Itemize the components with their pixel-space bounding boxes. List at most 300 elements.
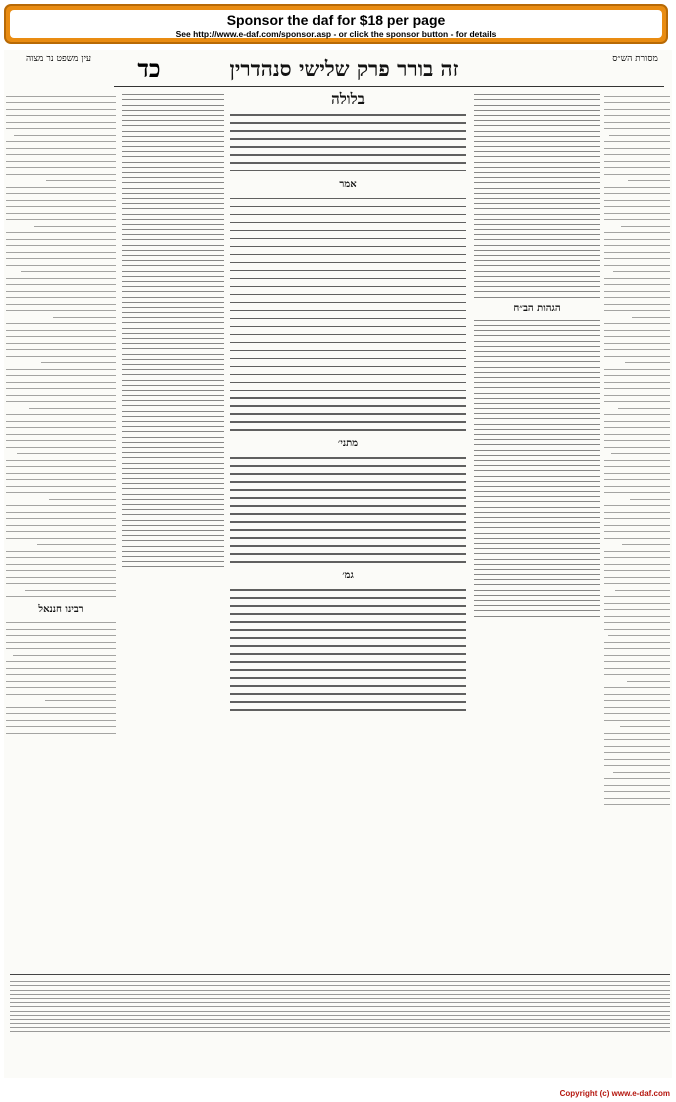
text-line <box>6 525 116 526</box>
text-line <box>10 994 670 995</box>
text-line <box>230 342 466 344</box>
text-line <box>604 551 670 552</box>
text-line <box>122 411 224 412</box>
text-line <box>122 468 224 469</box>
text-line <box>604 733 670 734</box>
text-line <box>6 161 116 162</box>
text-line <box>122 520 224 521</box>
text-line <box>6 284 116 285</box>
text-line <box>10 1023 670 1024</box>
text-line <box>604 265 670 266</box>
text-line <box>474 341 600 342</box>
text-line <box>604 141 670 142</box>
text-line <box>604 525 670 526</box>
text-line <box>122 322 224 323</box>
text-line <box>604 434 670 435</box>
text-line <box>474 125 600 126</box>
text-line <box>604 642 670 643</box>
text-line <box>6 518 116 519</box>
text-line <box>122 395 224 396</box>
text-line <box>474 424 600 425</box>
text-line <box>10 1002 670 1003</box>
text-line <box>474 281 600 282</box>
text-line <box>230 366 466 368</box>
text-line <box>122 110 224 111</box>
text-line <box>122 141 224 142</box>
text-line <box>6 174 116 175</box>
text-line <box>6 96 116 97</box>
text-line <box>474 393 600 394</box>
text-line <box>6 310 116 311</box>
text-line <box>630 499 670 500</box>
text-line <box>474 476 600 477</box>
text-line <box>474 377 600 378</box>
text-line <box>474 239 600 240</box>
text-line <box>604 161 670 162</box>
text-line <box>474 398 600 399</box>
text-line <box>122 504 224 505</box>
text-line <box>474 325 600 326</box>
text-line <box>474 527 600 528</box>
text-line <box>6 291 116 292</box>
text-line <box>604 401 670 402</box>
text-line <box>122 556 224 557</box>
text-line <box>122 203 224 204</box>
text-line <box>474 465 600 466</box>
text-line <box>6 720 116 721</box>
text-line <box>230 222 466 224</box>
text-line <box>474 250 600 251</box>
text-line <box>6 213 116 214</box>
text-line <box>230 270 466 272</box>
text-line <box>122 265 224 266</box>
text-line <box>122 380 224 381</box>
text-line <box>604 154 670 155</box>
text-line <box>230 429 466 431</box>
text-line <box>6 414 116 415</box>
text-line <box>230 286 466 288</box>
text-line <box>604 291 670 292</box>
text-line <box>474 141 600 142</box>
text-line <box>122 250 224 251</box>
text-line <box>474 260 600 261</box>
text-line <box>122 260 224 261</box>
text-line <box>604 700 670 701</box>
text-line <box>604 232 670 233</box>
text-line <box>230 397 466 399</box>
text-line <box>474 219 600 220</box>
text-line <box>604 759 670 760</box>
text-line <box>474 297 600 298</box>
text-line <box>474 595 600 596</box>
text-line <box>122 182 224 183</box>
text-line <box>604 629 670 630</box>
text-line <box>6 388 116 389</box>
text-line <box>474 590 600 591</box>
text-line <box>604 96 670 97</box>
text-line <box>230 358 466 360</box>
text-line <box>604 343 670 344</box>
text-line <box>6 102 116 103</box>
text-line <box>122 525 224 526</box>
text-line <box>474 182 600 183</box>
text-line <box>474 208 600 209</box>
text-line <box>604 694 670 695</box>
text-line <box>474 224 600 225</box>
text-line <box>122 499 224 500</box>
text-line <box>604 752 670 753</box>
text-line <box>474 403 600 404</box>
text-line <box>474 330 600 331</box>
text-line <box>474 335 600 336</box>
text-line <box>6 401 116 402</box>
text-line <box>230 545 466 547</box>
text-line <box>474 470 600 471</box>
text-line <box>122 307 224 308</box>
text-line <box>230 146 466 148</box>
text-line <box>122 219 224 220</box>
text-line <box>474 177 600 178</box>
text-line <box>6 629 116 630</box>
text-line <box>230 198 466 200</box>
text-line <box>604 466 670 467</box>
text-line <box>122 343 224 344</box>
text-line <box>230 421 466 423</box>
sponsor-banner[interactable] <box>4 4 668 44</box>
sponsor-banner-subtitle[interactable]: See http://www.e-daf.com/sponsor.asp - or click the sponsor button - for details <box>175 29 497 39</box>
text-line <box>122 463 224 464</box>
text-line <box>122 317 224 318</box>
text-line <box>604 778 670 779</box>
text-line <box>6 538 116 539</box>
text-line <box>604 557 670 558</box>
text-line <box>122 234 224 235</box>
text-line <box>122 535 224 536</box>
text-line <box>230 589 466 591</box>
text-line <box>6 694 116 695</box>
text-line <box>604 323 670 324</box>
text-line <box>230 278 466 280</box>
text-line <box>122 136 224 137</box>
text-line <box>474 418 600 419</box>
text-line <box>6 265 116 266</box>
text-line <box>122 478 224 479</box>
text-line <box>122 473 224 474</box>
text-line <box>474 413 600 414</box>
text-line <box>474 198 600 199</box>
text-line <box>613 772 670 773</box>
text-line <box>230 701 466 703</box>
rashi-column <box>474 90 600 970</box>
masoret-hashas-label: מסורת הש״ס <box>612 54 658 64</box>
talmud-page <box>4 50 672 1078</box>
text-line <box>474 193 600 194</box>
text-line <box>604 713 670 714</box>
text-line <box>604 102 670 103</box>
ein-mishpat-label: עין משפט נר מצוה <box>25 54 92 64</box>
text-line <box>604 531 670 532</box>
text-line <box>122 457 224 458</box>
text-line <box>604 122 670 123</box>
text-line <box>230 629 466 631</box>
text-line <box>474 569 600 570</box>
text-line <box>474 486 600 487</box>
text-line <box>625 362 670 363</box>
text-line <box>474 501 600 502</box>
text-line <box>474 533 600 534</box>
text-line <box>230 382 466 384</box>
text-line <box>230 537 466 539</box>
text-line <box>122 177 224 178</box>
text-line <box>122 390 224 391</box>
text-line <box>230 334 466 336</box>
text-line <box>230 709 466 711</box>
text-line <box>604 284 670 285</box>
text-line <box>604 622 670 623</box>
footer-notes <box>10 978 670 1070</box>
text-line <box>604 369 670 370</box>
text-line <box>6 232 116 233</box>
text-line <box>474 491 600 492</box>
text-line <box>604 382 670 383</box>
text-line <box>122 421 224 422</box>
text-line <box>6 330 116 331</box>
text-line <box>474 429 600 430</box>
text-line <box>604 278 670 279</box>
text-line <box>230 685 466 687</box>
text-line <box>474 605 600 606</box>
text-line <box>34 226 117 227</box>
text-line <box>474 538 600 539</box>
text-line <box>230 294 466 296</box>
text-line <box>474 203 600 204</box>
text-line <box>6 434 116 435</box>
text-line <box>627 681 670 682</box>
text-line <box>474 496 600 497</box>
text-line <box>122 162 224 163</box>
text-line <box>474 172 600 173</box>
text-line <box>122 509 224 510</box>
text-line <box>604 148 670 149</box>
text-line <box>122 156 224 157</box>
text-line <box>10 990 670 991</box>
text-line <box>6 141 116 142</box>
text-line <box>604 674 670 675</box>
mishna-marker: מתני׳ <box>337 438 359 450</box>
text-line <box>474 387 600 388</box>
text-line <box>230 206 466 208</box>
text-line <box>611 453 670 454</box>
text-line <box>604 245 670 246</box>
text-line <box>604 174 670 175</box>
text-line <box>230 677 466 679</box>
text-line <box>122 483 224 484</box>
text-line <box>122 540 224 541</box>
text-line <box>122 198 224 199</box>
text-line <box>608 635 670 636</box>
text-line <box>122 359 224 360</box>
text-line <box>230 230 466 232</box>
sponsor-banner-inner[interactable] <box>10 10 662 38</box>
text-line <box>474 136 600 137</box>
text-line <box>474 320 600 321</box>
text-line <box>6 557 116 558</box>
text-line <box>6 531 116 532</box>
sponsor-banner-title[interactable]: Sponsor the daf for $18 per page <box>226 12 446 28</box>
text-line <box>230 374 466 376</box>
header-rule <box>114 86 664 87</box>
text-line <box>6 512 116 513</box>
text-line <box>10 1015 670 1016</box>
text-line <box>230 513 466 515</box>
text-line <box>230 561 466 563</box>
text-line <box>6 440 116 441</box>
text-line <box>41 362 116 363</box>
text-line <box>604 330 670 331</box>
text-line <box>122 193 224 194</box>
text-line <box>604 518 670 519</box>
section-word-amar: אמר <box>339 178 357 190</box>
text-line <box>122 167 224 168</box>
text-line <box>10 981 670 982</box>
text-line <box>230 246 466 248</box>
text-line <box>45 700 117 701</box>
text-line <box>122 99 224 100</box>
copyright-notice[interactable]: Copyright (c) www.e-daf.com <box>559 1089 670 1098</box>
text-line <box>474 94 600 95</box>
text-line <box>6 239 116 240</box>
text-line <box>122 385 224 386</box>
text-line <box>122 447 224 448</box>
text-line <box>474 291 600 292</box>
text-line <box>6 505 116 506</box>
text-line <box>604 252 670 253</box>
text-line <box>474 450 600 451</box>
text-line <box>615 590 670 591</box>
text-line <box>6 375 116 376</box>
text-line <box>230 693 466 695</box>
text-line <box>230 154 466 156</box>
text-line <box>474 115 600 116</box>
text-line <box>122 546 224 547</box>
text-line <box>474 512 600 513</box>
text-line <box>230 302 466 304</box>
text-line <box>122 312 224 313</box>
text-line <box>6 245 116 246</box>
text-line <box>122 188 224 189</box>
text-line <box>122 488 224 489</box>
text-line <box>604 447 670 448</box>
gemara-column <box>230 90 466 970</box>
text-line <box>122 224 224 225</box>
text-line <box>604 746 670 747</box>
text-line <box>6 713 116 714</box>
text-line <box>230 669 466 671</box>
text-line <box>6 252 116 253</box>
text-line <box>474 120 600 121</box>
text-line <box>604 687 670 688</box>
text-line <box>21 271 116 272</box>
text-line <box>604 440 670 441</box>
text-line <box>474 584 600 585</box>
text-line <box>604 785 670 786</box>
text-line <box>6 473 116 474</box>
text-line <box>604 388 670 389</box>
text-line <box>122 452 224 453</box>
text-line <box>122 416 224 417</box>
text-line <box>13 655 116 656</box>
text-line <box>6 674 116 675</box>
text-line <box>474 372 600 373</box>
text-line <box>122 151 224 152</box>
text-line <box>474 522 600 523</box>
text-line <box>604 356 670 357</box>
text-line <box>474 105 600 106</box>
text-line <box>230 318 466 320</box>
text-line <box>604 239 670 240</box>
text-line <box>474 548 600 549</box>
text-line <box>10 1006 670 1007</box>
text-line <box>29 408 116 409</box>
text-line <box>474 367 600 368</box>
text-line <box>6 304 116 305</box>
gemara-marker: גמ׳ <box>342 570 354 582</box>
text-line <box>604 414 670 415</box>
masoret-hashas-column <box>604 90 670 970</box>
text-line <box>6 206 116 207</box>
text-line <box>474 234 600 235</box>
text-line <box>6 154 116 155</box>
text-line <box>122 297 224 298</box>
text-line <box>6 187 116 188</box>
text-line <box>122 514 224 515</box>
page-header <box>4 52 672 86</box>
text-line <box>122 229 224 230</box>
text-line <box>474 229 600 230</box>
text-line <box>604 538 670 539</box>
main-title-word: בלולה <box>331 90 365 108</box>
text-line <box>474 610 600 611</box>
text-line <box>474 553 600 554</box>
text-line <box>474 439 600 440</box>
text-line <box>604 804 670 805</box>
text-line <box>10 1027 670 1028</box>
text-line <box>122 271 224 272</box>
text-line <box>6 421 116 422</box>
text-line <box>6 148 116 149</box>
text-line <box>474 434 600 435</box>
text-line <box>604 492 670 493</box>
text-line <box>122 530 224 531</box>
text-line <box>46 180 116 181</box>
text-line <box>604 187 670 188</box>
text-line <box>604 616 670 617</box>
text-line <box>122 239 224 240</box>
text-line <box>604 570 670 571</box>
text-line <box>6 115 116 116</box>
text-line <box>230 465 466 467</box>
text-line <box>474 271 600 272</box>
text-line <box>604 798 670 799</box>
text-line <box>230 521 466 523</box>
text-line <box>604 115 670 116</box>
page-title: זה בורר פרק שלישי סנהדרין <box>229 56 459 81</box>
text-line <box>474 351 600 352</box>
text-line <box>474 481 600 482</box>
text-line <box>122 286 224 287</box>
text-line <box>6 369 116 370</box>
text-line <box>6 382 116 383</box>
